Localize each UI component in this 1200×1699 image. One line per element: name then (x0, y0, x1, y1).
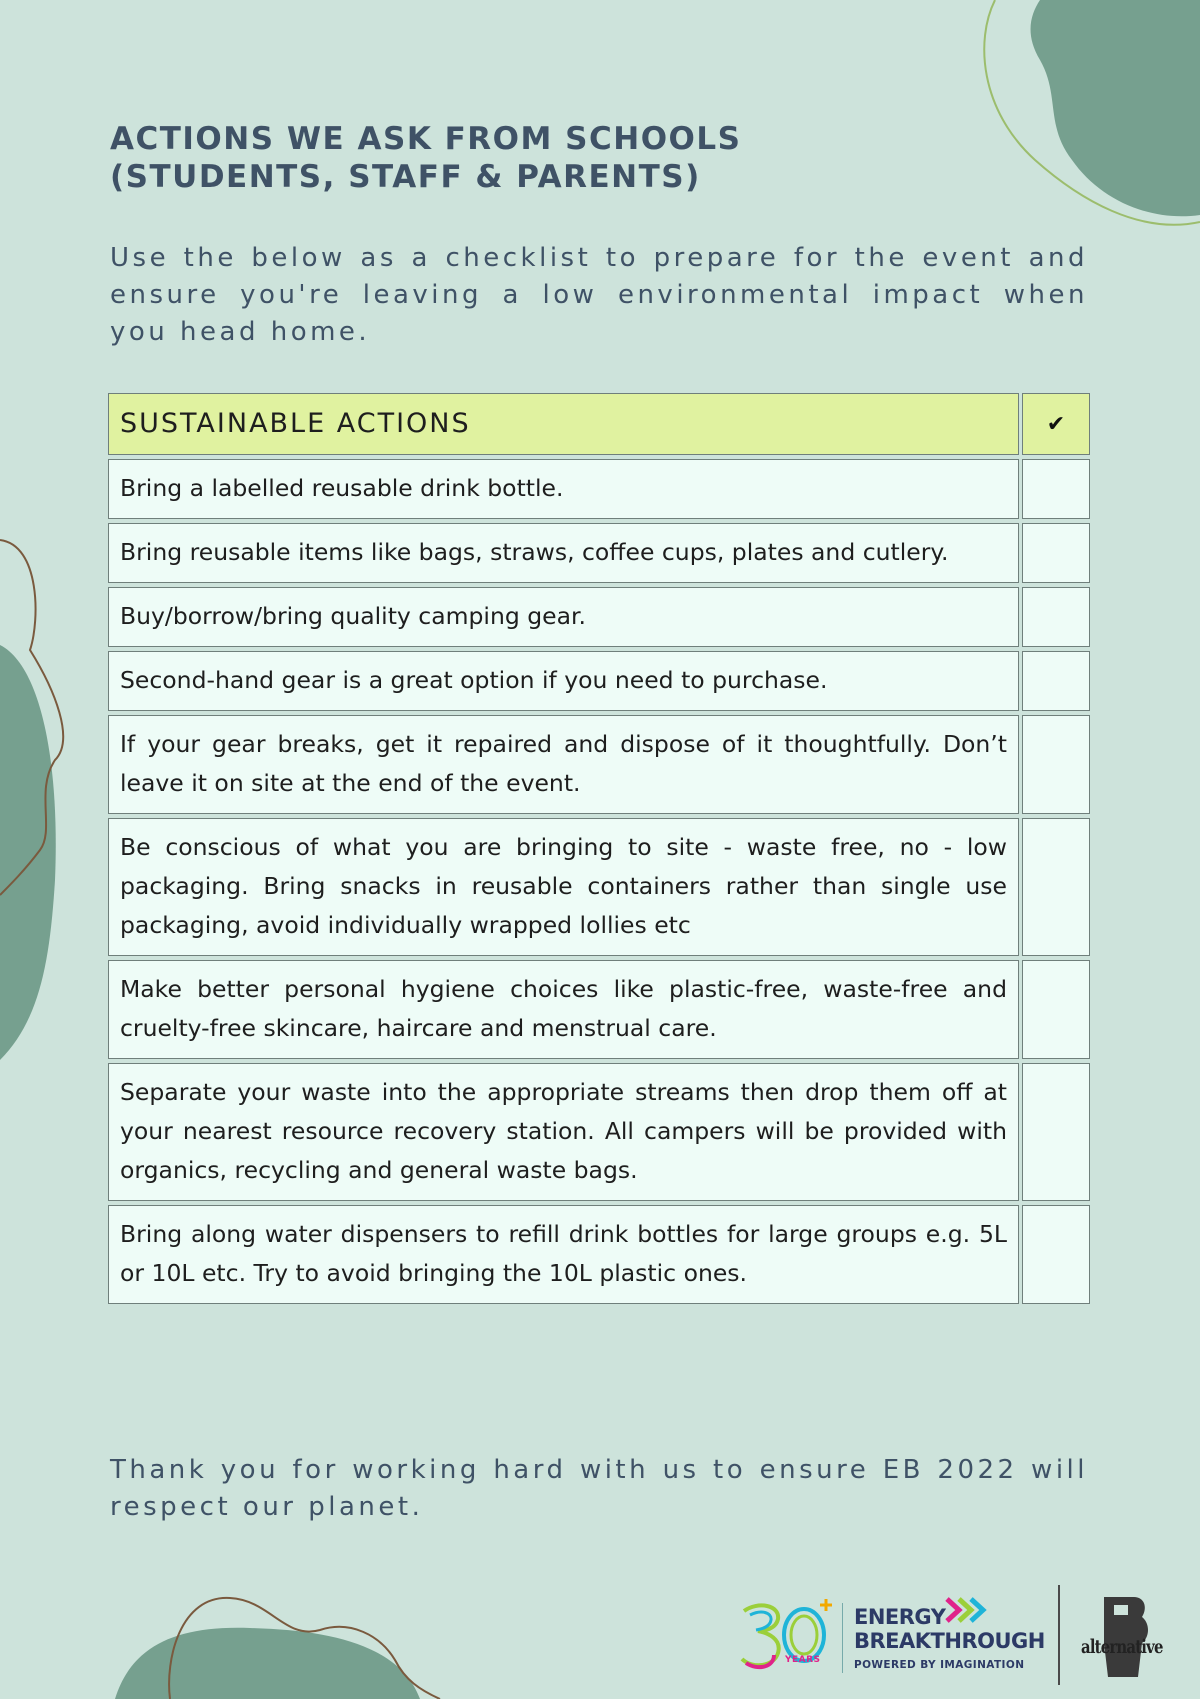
checklist-checkbox[interactable] (1022, 651, 1090, 711)
checklist-checkbox[interactable] (1022, 818, 1090, 956)
left-blob (0, 645, 56, 1060)
eb-logo-line2: BREAKTHROUGH (854, 1629, 1045, 1653)
checklist-checkbox[interactable] (1022, 459, 1090, 519)
checklist-checkbox[interactable] (1022, 715, 1090, 814)
alternative-logo-text: alternative (1081, 1636, 1163, 1658)
checklist-header-row (108, 393, 1090, 455)
logo-divider (842, 1603, 843, 1673)
bottom-line (169, 1598, 440, 1699)
checklist-item-text: Bring a labelled reusable drink bottle. (108, 459, 1019, 519)
checklist-row (108, 1063, 1090, 1201)
checklist-item-text: Bring reusable items like bags, straws, coffee cups, plates and cutlery. (108, 523, 1019, 583)
checklist-row (108, 523, 1090, 583)
top-right-line (984, 0, 1200, 225)
check-mark-icon: ✔ (1022, 393, 1090, 455)
checklist-checkbox[interactable] (1022, 1063, 1090, 1201)
checklist-row (108, 587, 1090, 647)
checklist-item-text: Buy/borrow/bring quality camping gear. (108, 587, 1019, 647)
closing-paragraph: Thank you for working hard with us to ensure EB 2022 will respect our planet. (110, 1455, 1088, 1522)
checklist-row (108, 459, 1090, 519)
checklist-checkbox[interactable] (1022, 960, 1090, 1059)
anniversary-years-label: YEARS (785, 1655, 821, 1665)
checklist-item-text: Make better personal hygiene choices like plastic-free, waste-free and cruelty-free skincare, haircare and menstrual care. (108, 960, 1019, 1059)
checklist-item-text: If your gear breaks, get it repaired and dispose of it thoughtfully. Don’t leave it on site at the end of the event. (108, 715, 1019, 814)
checklist-checkbox[interactable] (1022, 1205, 1090, 1304)
bottom-blob (115, 1628, 420, 1699)
checklist-row (108, 1205, 1090, 1304)
checklist-item-text: Bring along water dispensers to refill drink bottles for large groups e.g. 5L or 10L etc. Try to avoid bringing the 10L plastic ones. (108, 1205, 1019, 1304)
chevrons-icon (945, 1597, 993, 1623)
checklist-table (108, 393, 1090, 1308)
checklist-checkbox[interactable] (1022, 523, 1090, 583)
left-line (0, 540, 63, 895)
intro-paragraph: Use the below as a checklist to prepare for the event and ensure you're leaving a low environmental impact when you head home. (110, 243, 1088, 347)
page-title-line1: ACTIONS WE ASK FROM SCHOOLS (110, 121, 742, 157)
checklist-header-label: SUSTAINABLE ACTIONS (108, 393, 1019, 455)
checklist-item-text: Separate your waste into the appropriate streams then drop them off at your nearest resource recovery station. All campers will be provided with organics, recycling and general waste bags. (108, 1063, 1019, 1201)
checklist-row (108, 651, 1090, 711)
eb-logo-line1: ENERGY (854, 1605, 946, 1629)
checklist-row (108, 818, 1090, 956)
top-right-blob (1031, 0, 1200, 216)
checklist-checkbox[interactable] (1022, 587, 1090, 647)
page-title-line2: (STUDENTS, STAFF & PARENTS) (110, 159, 701, 195)
checklist-row (108, 960, 1090, 1059)
page-title (110, 120, 741, 196)
anniversary-30-logo (738, 1597, 836, 1677)
checklist-item-text: Be conscious of what you are bringing to site - waste free, no - low packaging. Bring snacks in reusable containers rather than single use packaging, avoid individually wrapped lollies etc (108, 818, 1019, 956)
eb-logo-tagline: POWERED BY IMAGINATION (854, 1659, 1025, 1671)
footer-logos (738, 1585, 1178, 1685)
checklist-row (108, 715, 1090, 814)
checklist-item-text: Second-hand gear is a great option if you need to purchase. (108, 651, 1019, 711)
logo-divider (1058, 1585, 1060, 1685)
